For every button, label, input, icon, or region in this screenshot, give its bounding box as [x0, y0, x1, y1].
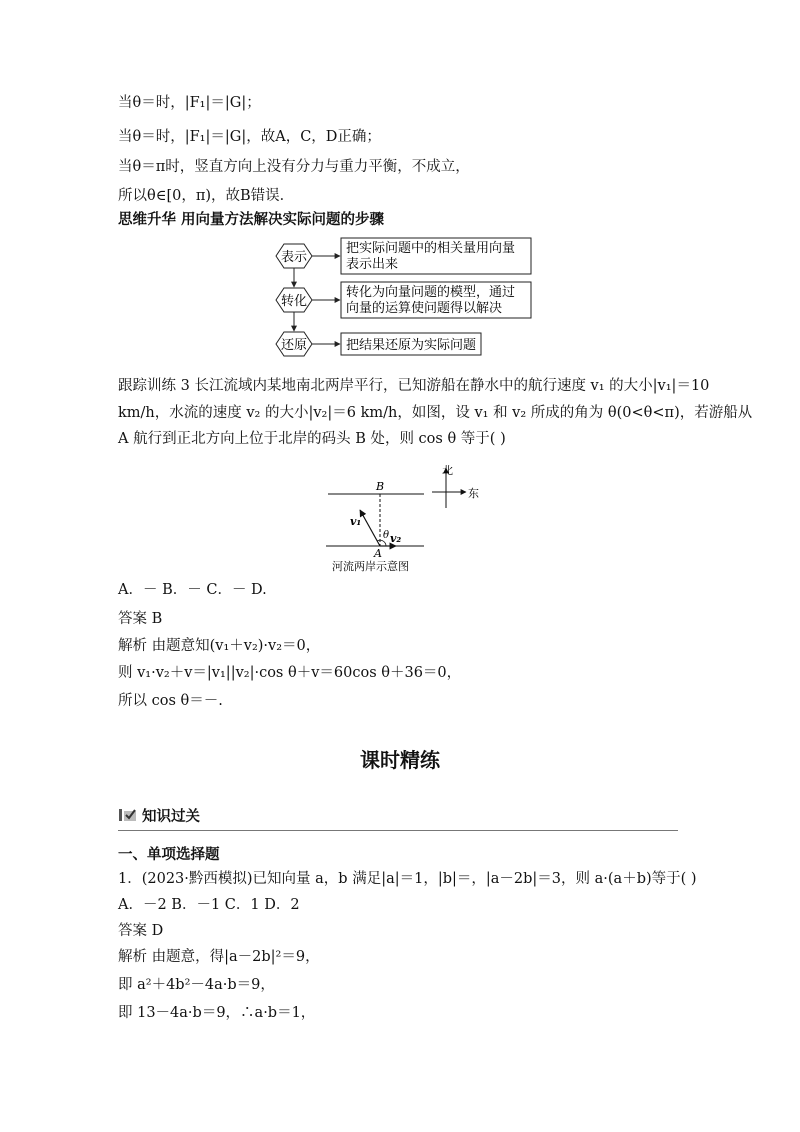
flow-desc-2b: 向量的运算使问题得以解决 [346, 301, 503, 316]
answer-label: 答案 D [118, 923, 164, 939]
summary-heading: 思维升华 用向量方法解决实际问题的步骤 [118, 212, 385, 228]
question-stem: 1．(2023·黔西模拟)已知向量 a，b 满足|a|＝1，|b|＝，|a－2b|＝3，则 a·(a＋b)等于( ) [118, 871, 697, 887]
exercise-line: 跟踪训练 3 长江流域内某地南北两岸平行，已知游船在静水中的航行速度 v₁ 的大小|v₁|＝10 [118, 378, 710, 394]
flow-step-1: 表示 [280, 250, 308, 265]
label-v1: v₁ [350, 515, 362, 528]
solution-line: 即 13－4a·b＝9，∴a·b＝1， [118, 1005, 316, 1021]
question-options: A．－2 B．－1 C．1 D．2 [118, 897, 300, 913]
solution-line: 则 v₁·v₂＋v＝|v₁||v₂|·cos θ＋v＝60cos θ＋36＝0， [118, 665, 462, 681]
divider [118, 830, 678, 831]
solution-line: 所以 cos θ＝－. [118, 693, 223, 709]
answer-options: A．－ B．－ C．－ D. [118, 582, 267, 598]
label-b: B [376, 480, 385, 493]
label-north: 北 [442, 464, 453, 477]
river-figure [318, 460, 498, 575]
section-title: 课时精练 [360, 748, 440, 772]
subsection-heading: 一、单项选择题 [118, 847, 220, 863]
flow-desc-1b: 表示出来 [346, 257, 399, 272]
label-east: 东 [468, 487, 479, 500]
text-line: 当θ＝时，|F₁|＝|G|； [118, 95, 261, 111]
label-v2: v₂ [390, 532, 402, 545]
label-theta: θ [383, 530, 390, 541]
flow-desc-3: 把结果还原为实际问题 [346, 338, 477, 353]
text-line: 当θ＝时，|F₁|＝|G|，故A，C，D正确； [118, 129, 381, 145]
flowchart [268, 234, 538, 362]
text-line: 当θ＝π时，竖直方向上没有分力与重力平衡，不成立， [118, 159, 470, 175]
exercise-line: A 航行到正北方向上位于北岸的码头 B 处，则 cos θ 等于( ) [118, 431, 506, 447]
label-a: A [374, 547, 382, 560]
exercise-line: km/h，水流的速度 v₂ 的大小|v₂|＝6 km/h，如图，设 v₁ 和 v₂ 所成的角为 θ(0<θ<π)，若游船从 [118, 405, 753, 421]
knowledge-heading: 知识过关 [142, 809, 200, 825]
flow-desc-2a: 转化为向量问题的模型，通过 [346, 285, 516, 300]
flow-desc-1a: 把实际问题中的相关量用向量 [346, 241, 516, 256]
flow-step-3: 还原 [280, 338, 308, 353]
checkbox-icon [118, 807, 138, 823]
solution-line: 解析 由题意，得|a－2b|²＝9， [118, 949, 320, 965]
solution-line: 即 a²＋4b²－4a·b＝9， [118, 977, 275, 993]
flow-step-2: 转化 [280, 294, 308, 309]
solution-line: 解析 由题意知(v₁＋v₂)·v₂＝0， [118, 638, 321, 654]
figure-caption: 河流两岸示意图 [332, 560, 409, 573]
answer-label: 答案 B [118, 611, 163, 627]
text-line: 所以θ∈[0，π)，故B错误． [118, 188, 295, 204]
